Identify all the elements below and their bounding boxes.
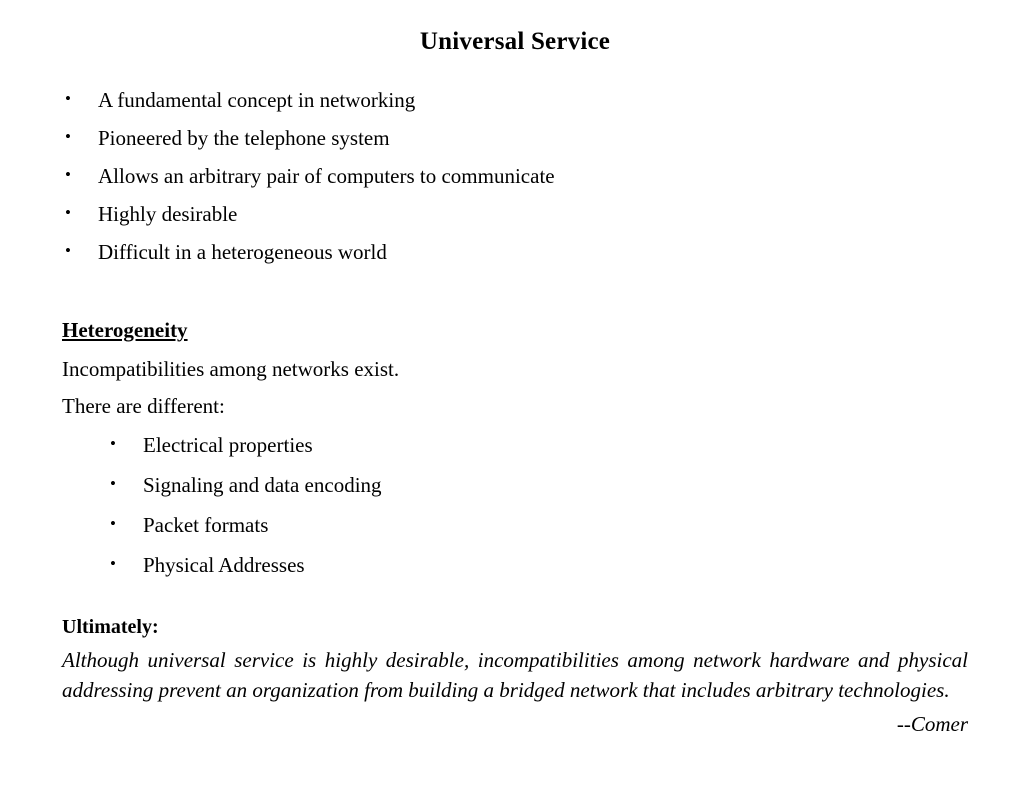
ultimately-section [62, 616, 968, 737]
heterogeneity-sub-list [62, 435, 968, 576]
list-item-label: Difficult in a heterogeneous world [98, 240, 387, 264]
list-item-label: Allows an arbitrary pair of computers to communicate [98, 164, 555, 188]
ultimately-quote: Although universal service is highly desirable, incompatibilities among network hardware and physical addressing prevent an organization from building a bridged network that includes arbitrary technologies. [62, 648, 968, 703]
list-item [62, 128, 968, 149]
heterogeneity-line-1: Incompatibilities among networks exist. [62, 357, 400, 381]
quote-attribution: --Comer [896, 711, 968, 736]
bullet-icon: • [65, 165, 71, 184]
list-item [62, 90, 968, 111]
list-item-label: Physical Addresses [143, 553, 305, 577]
list-item [110, 475, 968, 496]
list-item-label: Packet formats [143, 513, 269, 537]
list-item [110, 435, 968, 456]
list-item [62, 242, 968, 263]
list-item-label: Pioneered by the telephone system [98, 126, 390, 150]
section-heading: Heterogeneity [62, 318, 188, 342]
heterogeneity-line-2: There are different: [62, 394, 225, 418]
bullet-icon: • [110, 434, 116, 453]
list-item [62, 204, 968, 225]
bullet-icon: • [65, 127, 71, 146]
bullet-icon: • [110, 554, 116, 573]
list-item-label: Highly desirable [98, 202, 238, 226]
list-item [110, 515, 968, 536]
bullet-icon: • [65, 89, 71, 108]
bullet-icon: • [110, 474, 116, 493]
bullet-icon: • [110, 514, 116, 533]
list-item-label: Electrical properties [143, 433, 313, 457]
bullet-icon: • [65, 203, 71, 222]
ultimately-label: Ultimately: [62, 616, 159, 638]
bullet-icon: • [65, 241, 71, 260]
main-bullet-list [62, 90, 968, 263]
list-item-label: Signaling and data encoding [143, 473, 382, 497]
list-item [62, 166, 968, 187]
list-item-label: A fundamental concept in networking [98, 88, 416, 112]
page-title: Universal Service [419, 28, 611, 55]
heterogeneity-section [62, 280, 968, 576]
list-item [110, 555, 968, 576]
